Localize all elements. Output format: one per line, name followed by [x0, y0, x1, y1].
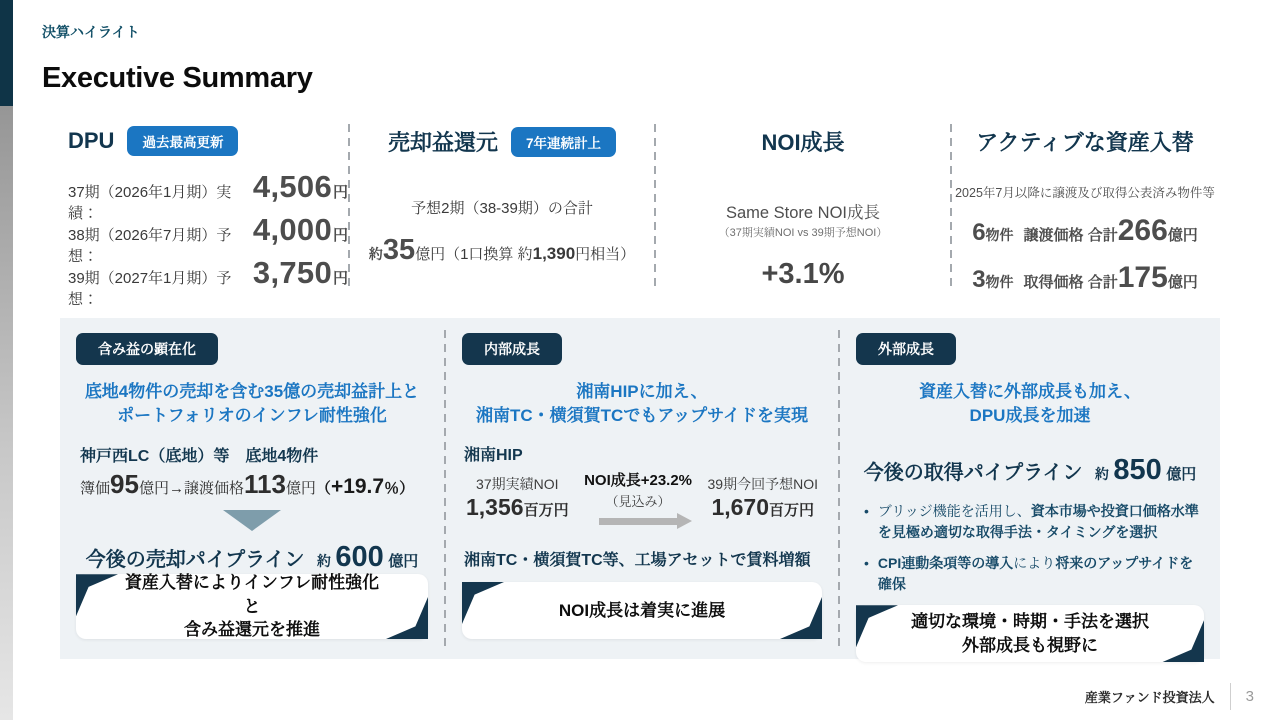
recycle-unit: 億円	[1167, 227, 1198, 244]
internal-summary-box	[462, 582, 822, 639]
external-summary-box	[856, 605, 1204, 662]
unrealized-heading-line2: ポートフォリオのインフレ耐性強化	[117, 406, 387, 426]
gain-title: 売却益還元	[387, 130, 498, 155]
footer-divider	[1230, 683, 1231, 710]
recycle-row	[972, 261, 1198, 295]
noi-title: NOI成長	[761, 130, 845, 155]
bullet-text-bold: 将来のアップサイドを確保	[877, 555, 1194, 593]
bullet-dot: •	[864, 555, 869, 572]
noi-to-unit: 百万円	[769, 501, 815, 519]
panel-external-growth	[840, 318, 1220, 659]
book-value: 95	[110, 469, 139, 500]
unrealized-heading	[76, 380, 428, 428]
internal-badge: 内部成長	[462, 333, 562, 365]
internal-heading-line2: 湘南TC・横須賀TCでもアップサイドを実現	[476, 406, 808, 426]
metric-dpu	[60, 122, 348, 308]
noi-from-value: 1,356	[466, 493, 524, 520]
dpu-row-unit: 円	[332, 184, 348, 201]
corner-ornament-icon	[462, 582, 504, 624]
sale-pipeline-value: 600	[335, 541, 384, 574]
bullet-text: ブリッジ機能を活用し、	[877, 503, 1031, 520]
sale-pipeline-label: 今後の売却パイプライン	[85, 549, 305, 572]
external-summary-line2: 外部成長も視野に	[962, 635, 1098, 655]
asset-name: 湘南HIP	[464, 447, 523, 465]
gain-unit: 億円	[415, 246, 446, 263]
noi-from-label: 37期実績NOI	[476, 475, 559, 492]
noi-value: +3.1%	[761, 258, 845, 290]
external-badge: 外部成長	[856, 333, 956, 365]
unrealized-properties: 神戸西LC（底地）等 底地4物件	[80, 448, 319, 466]
noi-to-value: 1,670	[711, 493, 770, 520]
gain-note-pre: （1口換算 約	[445, 246, 533, 263]
metric-capital-gain	[350, 122, 654, 290]
acq-pipeline-value: 850	[1113, 454, 1162, 487]
bullet-text-bold: 資本市場や投資口価格水準を見極め適切な取得手法・タイミングを選択	[877, 503, 1199, 541]
sale-pipeline-unit: 億円	[388, 553, 419, 571]
corner-ornament-icon	[856, 605, 898, 647]
recycle-count-unit: 物件	[985, 227, 1014, 243]
recycle-count-unit: 物件	[985, 274, 1014, 290]
transfer-label: 億円→譲渡価格	[138, 480, 244, 498]
recycle-title: アクティブな資産入替	[976, 130, 1194, 155]
noi-comparison	[462, 469, 822, 525]
noi-to	[708, 474, 818, 521]
recycle-value: 175	[1117, 261, 1168, 294]
book-value-label: 簿価	[80, 480, 111, 498]
gain-value-line	[369, 234, 635, 267]
unrealized-summary-line1: 資産入替によりインフレ耐性強化と	[124, 573, 380, 616]
internal-heading	[462, 380, 822, 428]
recycle-note: 2025年7月以降に譲渡及び取得公表済み物件等	[955, 186, 1215, 200]
dpu-row-unit: 円	[332, 270, 348, 287]
recycle-unit: 億円	[1167, 274, 1198, 291]
corner-ornament-icon	[1162, 620, 1204, 662]
external-heading-line2: DPU成長を加速	[969, 406, 1091, 426]
metric-noi-growth	[656, 122, 950, 290]
gain-approx: 約	[368, 246, 383, 262]
transfer-value: 113	[243, 469, 286, 500]
gain-note-value: 1,390	[532, 244, 576, 263]
delta-value: +19.7	[330, 475, 385, 499]
bullet-item	[864, 553, 1202, 595]
recycle-count: 3	[972, 266, 986, 293]
internal-heading-line1: 湘南HIPに加え、	[576, 382, 708, 401]
dpu-row-value: 3,750	[252, 255, 332, 290]
noi-growth-label: NOI成長+23.2%	[584, 472, 693, 490]
noi-note: （37期実績NOI vs 39期予想NOI）	[718, 227, 888, 239]
bullet-text: により	[1013, 555, 1056, 572]
dpu-row-value: 4,506	[252, 169, 332, 204]
external-summary-line1: 適切な環境・時期・手法を選択	[911, 612, 1149, 632]
dpu-row-label: 38期（2026年7月期）予想：	[68, 227, 232, 265]
section-label: 決算ハイライト	[42, 24, 140, 40]
gain-subline: 予想2期（38-39期）の合計	[411, 200, 593, 217]
noi-growth-indicator	[584, 469, 692, 525]
bullet-dot: •	[864, 503, 869, 520]
recycle-count: 6	[972, 219, 986, 246]
left-gray-bar	[0, 106, 13, 720]
internal-summary-line1: NOI成長は着実に進展	[558, 600, 726, 620]
corner-ornament-icon	[76, 574, 118, 616]
unrealized-heading-line1: 底地4物件の売却を含む35億の売却益計上と	[84, 382, 420, 401]
corner-ornament-icon	[780, 597, 822, 639]
noi-from-unit: 百万円	[523, 501, 569, 519]
page-number: 3	[1245, 688, 1254, 705]
panel-unrealized-gain	[60, 318, 444, 659]
acquisition-pipeline	[856, 454, 1204, 487]
external-heading-line1: 資産入替に外部成長も加え、	[918, 382, 1142, 401]
dpu-row-label: 39期（2027年1月期）予想：	[68, 270, 232, 308]
key-metrics-row	[60, 122, 1220, 308]
noi-from	[466, 474, 569, 521]
unrealized-value-line	[76, 469, 428, 500]
sale-pipeline	[76, 541, 428, 574]
dpu-badge: 過去最高更新	[127, 126, 238, 156]
metric-asset-recycle	[952, 122, 1218, 294]
acq-pipeline-label: 今後の取得パイプライン	[863, 462, 1083, 485]
recycle-value: 266	[1117, 214, 1168, 247]
footer	[1085, 683, 1254, 710]
bullet-text-bold: CPI連動条項等の導入	[877, 555, 1014, 572]
external-bullets	[856, 501, 1204, 605]
external-heading	[856, 380, 1204, 428]
delta-open: （	[315, 480, 331, 498]
acq-pipeline-unit: 億円	[1166, 466, 1197, 484]
dpu-row-unit: 円	[332, 227, 348, 244]
page-title: Executive Summary	[42, 62, 313, 94]
panel-internal-growth	[446, 318, 838, 659]
arrow-down-icon	[223, 510, 281, 531]
unrealized-summary-box	[76, 574, 428, 639]
recycle-row	[972, 214, 1198, 248]
gain-note-post: 円相当）	[575, 246, 636, 263]
acq-pipeline-approx: 約	[1094, 466, 1109, 483]
strategy-panel	[60, 318, 1220, 659]
noi-growth-note: （見込み）	[605, 494, 671, 510]
arrow-right-icon	[599, 518, 677, 525]
unrealized-badge: 含み益の顕在化	[76, 333, 218, 365]
dpu-title: DPU	[68, 128, 115, 153]
recycle-label: 譲渡価格 合計	[1023, 227, 1118, 244]
dpu-row-label: 37期（2026年1月期）実績：	[68, 184, 232, 222]
noi-to-label: 39期今回予想NOI	[707, 475, 818, 492]
bullet-item	[864, 501, 1202, 543]
corner-ornament-icon	[386, 597, 428, 639]
dpu-row	[68, 169, 348, 222]
left-accent-bar	[0, 0, 13, 106]
factory-rent-note: 湘南TC・横須賀TC等、工場アセットで賃料増額	[464, 552, 811, 570]
noi-subline: Same Store NOI成長	[725, 204, 881, 222]
delta-close: ％）	[384, 480, 415, 498]
footer-company-name: 産業ファンド投資法人	[1084, 690, 1215, 705]
sale-pipeline-approx: 約	[316, 553, 331, 570]
gain-badge: 7年連続計上	[511, 127, 616, 157]
gain-value: 35	[382, 234, 416, 266]
transfer-unit: 億円	[285, 480, 316, 498]
dpu-row-value: 4,000	[252, 212, 332, 247]
unrealized-summary-line2: 含み益還元を推進	[184, 620, 320, 640]
recycle-label: 取得価格 合計	[1023, 274, 1118, 291]
